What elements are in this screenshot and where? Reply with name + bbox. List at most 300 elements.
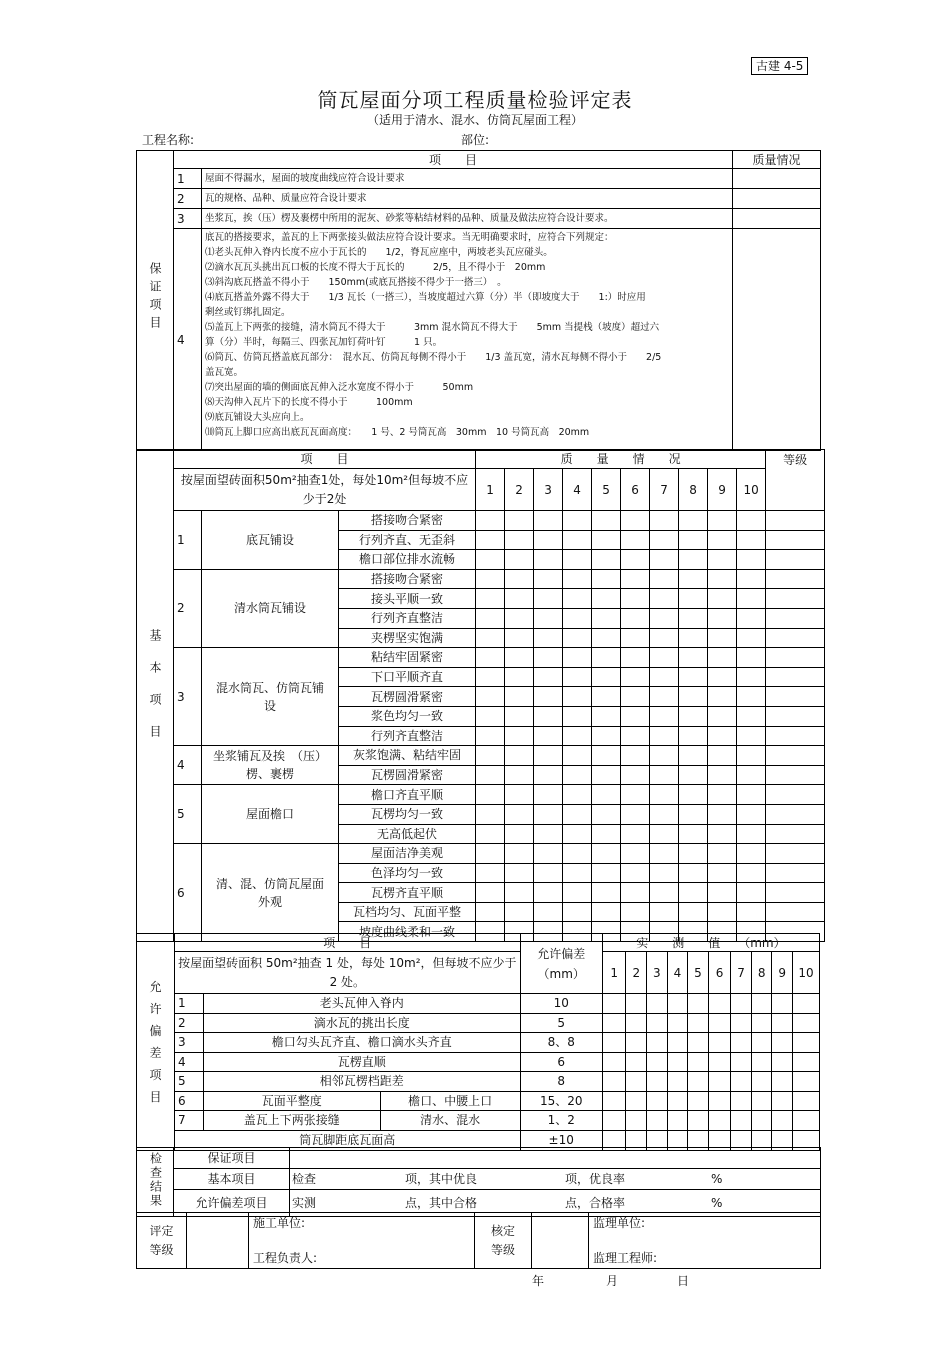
point-header: 7	[650, 469, 679, 511]
check-item: 浆色均匀一致	[339, 706, 476, 726]
point-header: 10	[793, 952, 820, 994]
point-cell	[563, 530, 592, 550]
basic-table	[136, 449, 825, 942]
point-cell	[476, 883, 505, 903]
deviation-row	[137, 1091, 820, 1111]
point-cell	[505, 746, 534, 766]
grade-cell	[766, 844, 825, 864]
point-cell	[476, 844, 505, 864]
point-cell	[563, 902, 592, 922]
point-cell	[679, 706, 708, 726]
point-cell	[592, 687, 621, 707]
point-cell	[679, 883, 708, 903]
point-header: 9	[772, 952, 793, 994]
group-name: 清、混、仿筒瓦屋面外观	[202, 844, 339, 942]
point-cell	[592, 765, 621, 785]
point-cell	[650, 550, 679, 570]
row-sub: 檐口、中腰上口	[380, 1091, 520, 1111]
point-cell	[505, 824, 534, 844]
point-cell	[505, 667, 534, 687]
grade-cell	[766, 628, 825, 648]
point-cell	[534, 511, 563, 531]
point-cell	[534, 706, 563, 726]
point-cell	[592, 706, 621, 726]
row-no: 1	[174, 169, 202, 189]
point-cell	[650, 628, 679, 648]
point-header: 2	[505, 469, 534, 511]
point-cell	[650, 648, 679, 668]
point-cell	[621, 785, 650, 805]
basic-check-row	[137, 648, 825, 668]
check-item: 接头平顺一致	[339, 589, 476, 609]
check-item: 行列齐直整洁	[339, 608, 476, 628]
row-text: 坐浆瓦，挨（压）楞及裹楞中所用的泥灰、砂浆等粘结材料的品种、质量及做法应符合设计要求。	[202, 209, 733, 229]
point-cell	[737, 785, 766, 805]
basic-header-item: 项 目	[174, 450, 476, 469]
deviation-row	[137, 1033, 820, 1053]
page-subtitle: （适用于清水、混水、仿筒瓦屋面工程）	[366, 113, 583, 127]
point-cell	[505, 804, 534, 824]
point-cell	[563, 589, 592, 609]
basic-percent: %	[711, 1172, 723, 1186]
check-item: 行列齐直、无歪斜	[339, 530, 476, 550]
group-no: 6	[174, 844, 202, 942]
grade-cell	[766, 706, 825, 726]
point-cell	[476, 804, 505, 824]
point-cell	[621, 608, 650, 628]
point-cell	[650, 765, 679, 785]
point-cell	[505, 687, 534, 707]
point-header: 1	[476, 469, 505, 511]
verify-value-cell	[532, 1213, 589, 1269]
measure-cell	[602, 1052, 626, 1072]
deviation-section-label: 允许偏差项目	[137, 934, 175, 1151]
measure-cell	[772, 1111, 793, 1131]
point-cell	[505, 608, 534, 628]
deviation-header-item: 项 目	[175, 934, 521, 952]
deviation-row	[137, 1111, 820, 1131]
measure-cell	[751, 1013, 772, 1033]
point-cell	[476, 824, 505, 844]
grade-cell	[766, 648, 825, 668]
row-allow: 15、20	[520, 1091, 602, 1111]
point-cell	[534, 550, 563, 570]
point-header: 5	[688, 952, 709, 994]
row-name: 檐口勾头瓦齐直、檐口滴水头齐直	[203, 1033, 520, 1053]
point-cell	[505, 706, 534, 726]
point-cell	[621, 530, 650, 550]
point-cell	[621, 550, 650, 570]
point-cell	[563, 706, 592, 726]
point-cell	[476, 589, 505, 609]
point-cell	[476, 569, 505, 589]
point-cell	[679, 648, 708, 668]
point-cell	[650, 883, 679, 903]
grade-cell	[766, 569, 825, 589]
rating-value-cell	[187, 1213, 249, 1269]
measure-cell	[793, 1052, 820, 1072]
point-cell	[679, 589, 708, 609]
point-cell	[737, 550, 766, 570]
point-cell	[679, 687, 708, 707]
point-cell	[737, 667, 766, 687]
point-cell	[650, 785, 679, 805]
point-cell	[563, 667, 592, 687]
row4-requirements	[202, 229, 733, 451]
point-header: 8	[679, 469, 708, 511]
point-cell	[563, 648, 592, 668]
point-cell	[708, 687, 737, 707]
point-cell	[563, 608, 592, 628]
row-no: 3	[174, 209, 202, 229]
point-cell	[650, 569, 679, 589]
basic-check-row	[137, 785, 825, 805]
point-cell	[505, 628, 534, 648]
point-cell	[621, 844, 650, 864]
point-cell	[650, 608, 679, 628]
project-name-label: 工程名称:	[142, 133, 195, 147]
point-cell	[534, 863, 563, 883]
basic-sampling-note: 按屋面望砖面积50m²抽查1处，每处10m²但每坡不应少于2处	[174, 469, 476, 511]
point-cell	[505, 844, 534, 864]
point-cell	[621, 706, 650, 726]
point-cell	[476, 765, 505, 785]
point-header: 9	[708, 469, 737, 511]
grade-cell	[766, 824, 825, 844]
group-no: 1	[174, 511, 202, 570]
measure-cell	[751, 994, 772, 1014]
grade-cell	[766, 863, 825, 883]
check-item: 檐口部位排水流畅	[339, 550, 476, 570]
measure-cell	[667, 1091, 688, 1111]
status-cell	[733, 209, 821, 229]
point-cell	[563, 765, 592, 785]
point-cell	[592, 550, 621, 570]
point-cell	[679, 785, 708, 805]
result-deviation-label: 允许偏差项目	[174, 1190, 290, 1217]
basic-items2-label: 项，优良率	[565, 1172, 626, 1186]
group-name: 底瓦铺设	[202, 511, 339, 570]
check-item: 搭接吻合紧密	[339, 569, 476, 589]
point-header: 5	[592, 469, 621, 511]
point-cell	[476, 628, 505, 648]
result-guarantee-label: 保证项目	[174, 1148, 290, 1169]
measure-cell	[708, 1072, 731, 1092]
point-cell	[592, 648, 621, 668]
point-cell	[563, 824, 592, 844]
row-allow: ±10	[520, 1130, 602, 1150]
point-cell	[737, 746, 766, 766]
row-text: 瓦的规格、品种、质量应符合设计要求	[202, 189, 733, 209]
point-cell	[563, 628, 592, 648]
measure-cell	[626, 994, 647, 1014]
point-cell	[679, 667, 708, 687]
row-no: 2	[174, 189, 202, 209]
point-cell	[592, 589, 621, 609]
point-cell	[650, 726, 679, 746]
result-section-label: 检查结果	[137, 1148, 174, 1217]
point-cell	[708, 824, 737, 844]
point-header: 8	[751, 952, 772, 994]
point-cell	[650, 746, 679, 766]
row-name: 相邻瓦楞档距差	[203, 1072, 520, 1092]
point-header: 7	[731, 952, 752, 994]
point-cell	[534, 667, 563, 687]
point-cell	[534, 746, 563, 766]
point-cell	[679, 824, 708, 844]
grade-cell	[766, 589, 825, 609]
point-cell	[708, 844, 737, 864]
check-item: 瓦楞均匀一致	[339, 804, 476, 824]
point-cell	[534, 902, 563, 922]
point-cell	[505, 511, 534, 531]
point-header: 4	[563, 469, 592, 511]
measure-cell	[602, 1111, 626, 1131]
basic-check-row	[137, 511, 825, 531]
point-cell	[621, 648, 650, 668]
deviation-measure-label: 实测	[292, 1196, 317, 1210]
point-cell	[505, 726, 534, 746]
date-day: 日	[677, 1274, 690, 1288]
result-guarantee-value	[290, 1148, 821, 1169]
measure-cell	[772, 1013, 793, 1033]
point-cell	[592, 844, 621, 864]
point-cell	[476, 667, 505, 687]
point-cell	[592, 511, 621, 531]
measure-cell	[647, 1111, 668, 1131]
basic-check-row	[137, 746, 825, 766]
point-cell	[679, 804, 708, 824]
point-cell	[650, 844, 679, 864]
point-cell	[505, 785, 534, 805]
point-cell	[592, 608, 621, 628]
point-cell	[737, 511, 766, 531]
check-item: 瓦楞齐直平顺	[339, 883, 476, 903]
result-basic-label: 基本项目	[174, 1169, 290, 1190]
point-cell	[505, 589, 534, 609]
point-cell	[476, 687, 505, 707]
point-cell	[505, 569, 534, 589]
req-line: 剩丝或钉绑扎固定。	[205, 307, 291, 318]
point-cell	[592, 824, 621, 844]
measure-cell	[688, 1091, 709, 1111]
point-cell	[534, 726, 563, 746]
check-item: 下口平顺齐直	[339, 667, 476, 687]
measure-cell	[667, 1111, 688, 1131]
grade-cell	[766, 804, 825, 824]
point-cell	[650, 687, 679, 707]
grade-cell	[766, 765, 825, 785]
measure-cell	[708, 1052, 731, 1072]
point-cell	[708, 726, 737, 746]
point-header: 6	[708, 952, 731, 994]
row-sub: 清水、混水	[380, 1111, 520, 1131]
measure-cell	[667, 1013, 688, 1033]
grade-cell	[766, 883, 825, 903]
measure-cell	[602, 994, 626, 1014]
measure-cell	[626, 1013, 647, 1033]
supervisor-label: 监理单位:	[593, 1216, 646, 1230]
basic-check-row	[137, 569, 825, 589]
point-header: 6	[621, 469, 650, 511]
point-cell	[737, 530, 766, 550]
point-cell	[621, 804, 650, 824]
location-label: 部位:	[461, 133, 490, 147]
req-line: ⑺突出屋面的墙的侧面底瓦伸入泛水宽度不得小于 50mm	[205, 382, 474, 393]
check-item: 色泽均匀一致	[339, 863, 476, 883]
point-cell	[476, 608, 505, 628]
measure-cell	[793, 994, 820, 1014]
measure-cell	[772, 1033, 793, 1053]
req-line: ⑷底瓦搭盖外露不得大于 1/3 瓦长（一搭三），当坡度超过六算（分）半（即坡度大于 1:）时应用	[205, 292, 646, 303]
grade-cell	[766, 746, 825, 766]
point-cell	[592, 804, 621, 824]
measure-cell	[667, 1052, 688, 1072]
point-cell	[534, 648, 563, 668]
point-cell	[621, 746, 650, 766]
point-cell	[621, 569, 650, 589]
basic-check-row	[137, 844, 825, 864]
point-cell	[650, 804, 679, 824]
point-cell	[737, 863, 766, 883]
point-cell	[621, 883, 650, 903]
row-text: 屋面不得漏水，屋面的坡度曲线应符合设计要求	[202, 169, 733, 189]
check-item: 无高低起伏	[339, 824, 476, 844]
point-cell	[737, 608, 766, 628]
guarantee-header-status: 质量情况	[733, 151, 821, 169]
check-item: 坡度曲线柔和一致	[339, 922, 476, 942]
group-name: 坐浆铺瓦及挨 （压）楞、裹楞	[202, 746, 339, 785]
point-cell	[737, 706, 766, 726]
measure-cell	[751, 1091, 772, 1111]
req-line: 盖瓦宽。	[205, 367, 244, 378]
status-cell	[733, 169, 821, 189]
guarantee-row	[137, 209, 821, 229]
check-item: 粘结牢固紧密	[339, 648, 476, 668]
check-item: 瓦档均匀、瓦面平整	[339, 902, 476, 922]
guarantee-row	[137, 189, 821, 209]
point-cell	[592, 569, 621, 589]
row-no: 1	[175, 994, 204, 1014]
measure-cell	[731, 1091, 752, 1111]
measure-cell	[708, 1091, 731, 1111]
measure-cell	[667, 1072, 688, 1092]
point-header: 10	[737, 469, 766, 511]
point-cell	[505, 648, 534, 668]
measure-cell	[731, 1111, 752, 1131]
measure-cell	[731, 1033, 752, 1053]
point-cell	[621, 863, 650, 883]
measure-cell	[602, 1033, 626, 1053]
measure-cell	[602, 1091, 626, 1111]
point-cell	[534, 608, 563, 628]
measure-cell	[751, 1033, 772, 1053]
point-cell	[563, 844, 592, 864]
point-cell	[563, 726, 592, 746]
deviation-percent: %	[711, 1196, 723, 1210]
point-cell	[708, 648, 737, 668]
point-cell	[708, 628, 737, 648]
point-cell	[708, 530, 737, 550]
req-line: ⑶斜沟底瓦搭盖不得小于 150mm(或底瓦搭接不得少于一搭三） 。	[205, 277, 507, 288]
point-cell	[592, 863, 621, 883]
point-cell	[708, 550, 737, 570]
point-cell	[708, 804, 737, 824]
point-cell	[563, 804, 592, 824]
point-cell	[534, 785, 563, 805]
measure-cell	[626, 1033, 647, 1053]
group-no: 3	[174, 648, 202, 746]
row-allow: 1、2	[520, 1111, 602, 1131]
measure-cell	[708, 1013, 731, 1033]
measure-cell	[602, 1072, 626, 1092]
measure-cell	[731, 1052, 752, 1072]
point-cell	[534, 765, 563, 785]
measure-cell	[626, 1072, 647, 1092]
measure-cell	[793, 1111, 820, 1131]
point-cell	[563, 687, 592, 707]
point-cell	[737, 687, 766, 707]
point-cell	[476, 706, 505, 726]
point-cell	[592, 883, 621, 903]
point-cell	[534, 804, 563, 824]
point-cell	[708, 667, 737, 687]
measure-cell	[793, 1091, 820, 1111]
point-cell	[621, 824, 650, 844]
measure-cell	[772, 1072, 793, 1092]
row-no: 3	[175, 1033, 204, 1053]
point-cell	[737, 648, 766, 668]
basic-section-label: 基本项目	[137, 450, 174, 942]
grade-cell	[766, 726, 825, 746]
row-allow: 6	[520, 1052, 602, 1072]
row-allow: 10	[520, 994, 602, 1014]
deviation-sampling-note: 按屋面望砖面积 50m²抽查 1 处，每处 10m²，但每坡不应少于 2 处。	[175, 952, 521, 994]
measure-cell	[688, 1033, 709, 1053]
status-cell	[733, 229, 821, 451]
group-no: 4	[174, 746, 202, 785]
form-code: 古建 4-5	[751, 57, 808, 75]
builder-person-label: 工程负责人:	[253, 1251, 318, 1265]
measure-cell	[751, 1072, 772, 1092]
point-cell	[476, 530, 505, 550]
point-cell	[621, 726, 650, 746]
rating-table	[136, 1212, 821, 1269]
row-allow: 8	[520, 1072, 602, 1092]
row-no: 7	[175, 1111, 204, 1131]
guarantee-header-item: 项 目	[174, 151, 733, 169]
point-cell	[505, 902, 534, 922]
point-cell	[679, 863, 708, 883]
guarantee-section-label: 保证项目	[137, 151, 174, 451]
point-cell	[563, 863, 592, 883]
grade-cell	[766, 511, 825, 531]
measure-cell	[793, 1033, 820, 1053]
builder-cell	[249, 1213, 475, 1269]
measure-cell	[731, 994, 752, 1014]
measure-cell	[751, 1052, 772, 1072]
point-cell	[476, 902, 505, 922]
point-cell	[592, 746, 621, 766]
group-name: 屋面檐口	[202, 785, 339, 844]
point-cell	[737, 883, 766, 903]
group-name: 清水筒瓦铺设	[202, 569, 339, 647]
guarantee-row	[137, 229, 821, 451]
point-cell	[505, 530, 534, 550]
check-item: 搭接吻合紧密	[339, 511, 476, 531]
point-cell	[708, 569, 737, 589]
measure-cell	[626, 1111, 647, 1131]
